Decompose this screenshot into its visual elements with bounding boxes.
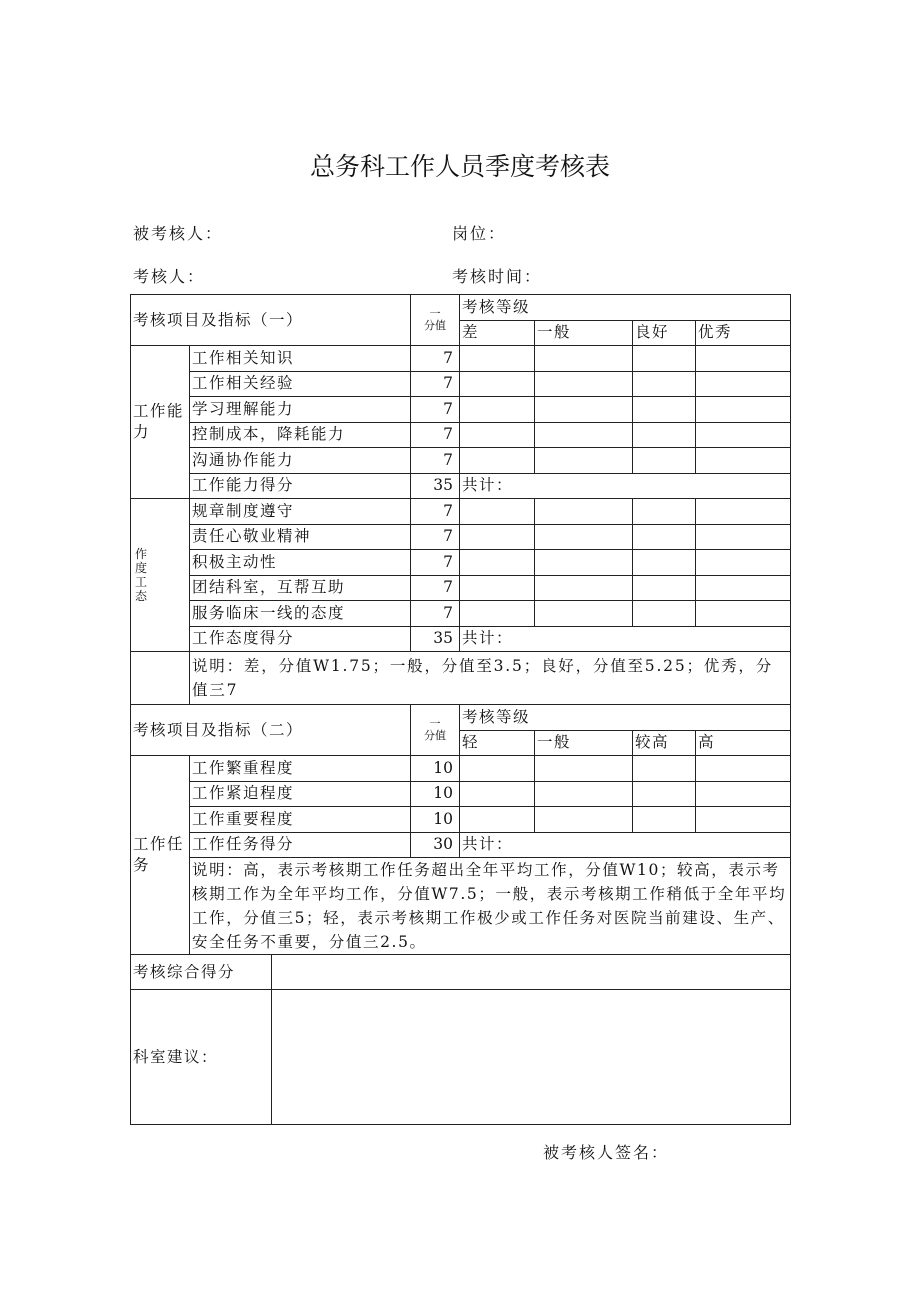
group-work-ability-label: 工作能力 — [131, 346, 190, 499]
item-name: 工作紧迫程度 — [190, 781, 411, 807]
grade-cell[interactable] — [535, 601, 633, 627]
section2-score-mark: 一 — [429, 717, 441, 730]
grade-light: 轻 — [460, 730, 535, 756]
section2-note: 说明：高，表示考核期工作任务超出全年平均工作，分值W10；较高，表示考核期工作为全年平均工作，分值W7.5；一般，表示考核期工作稍低于全年平均工作，分值三5；轻，表示考核期工作极少或工作任务对医院当前建设、生产、安全任务不重要，分值三2.5。 — [190, 858, 791, 955]
grade-cell[interactable] — [535, 422, 633, 448]
grade-cell[interactable] — [696, 807, 791, 833]
grade-cell[interactable] — [535, 575, 633, 601]
total-score-field[interactable] — [272, 955, 791, 990]
grade-cell[interactable] — [460, 371, 535, 397]
suggestion-field[interactable] — [272, 990, 791, 1125]
item-score: 7 — [411, 575, 460, 601]
section1-heading: 考核项目及指标（一） — [131, 295, 411, 346]
grade-cell[interactable] — [535, 524, 633, 550]
item-name: 控制成本，降耗能力 — [190, 422, 411, 448]
grade-cell[interactable] — [696, 448, 791, 474]
signature-label: 被考核人签名： — [543, 1143, 670, 1162]
section1-note: 说明：差，分值W1.75；一般，分值至3.5；良好，分值至5.25；优秀，分值三7 — [190, 652, 791, 705]
grade-cell[interactable] — [696, 575, 791, 601]
group-total-score: 30 — [411, 832, 460, 858]
page-title: 总务科工作人员季度考核表 — [309, 152, 610, 181]
item-name: 学习理解能力 — [190, 397, 411, 423]
grade-cell[interactable] — [633, 499, 696, 525]
grade-cell[interactable] — [633, 448, 696, 474]
group-total-name: 工作任务得分 — [190, 832, 411, 858]
grade-cell[interactable] — [696, 422, 791, 448]
grade-cell[interactable] — [535, 371, 633, 397]
section2-grade-heading: 考核等级 — [460, 705, 791, 731]
grade-cell[interactable] — [460, 601, 535, 627]
grade-cell[interactable] — [696, 756, 791, 782]
grade-cell[interactable] — [696, 781, 791, 807]
total-score-label: 考核综合得分 — [131, 955, 272, 990]
grade-average: 一般 — [535, 730, 633, 756]
grade-cell[interactable] — [696, 397, 791, 423]
item-score: 7 — [411, 448, 460, 474]
item-name: 团结科室，互帮互助 — [190, 575, 411, 601]
grade-higher: 较高 — [633, 730, 696, 756]
grade-poor: 差 — [460, 320, 535, 346]
grade-cell[interactable] — [633, 524, 696, 550]
grade-good: 良好 — [633, 320, 696, 346]
item-score: 7 — [411, 371, 460, 397]
grade-cell[interactable] — [633, 601, 696, 627]
grade-cell[interactable] — [460, 422, 535, 448]
grade-average: 一般 — [535, 320, 633, 346]
grade-cell[interactable] — [460, 550, 535, 576]
grade-cell[interactable] — [535, 346, 633, 372]
note-spacer — [131, 652, 190, 705]
item-name: 责任心敬业精神 — [190, 524, 411, 550]
group-work-attitude-label — [131, 499, 190, 652]
grade-cell[interactable] — [633, 422, 696, 448]
group-total-field[interactable]: 共计： — [460, 626, 791, 652]
assessment-time-label: 考核时间： — [452, 267, 543, 286]
item-name: 工作相关经验 — [190, 371, 411, 397]
item-score: 7 — [411, 524, 460, 550]
group-total-score: 35 — [411, 473, 460, 499]
item-name: 工作重要程度 — [190, 807, 411, 833]
item-name: 服务临床一线的态度 — [190, 601, 411, 627]
grade-cell[interactable] — [535, 499, 633, 525]
grade-cell[interactable] — [633, 575, 696, 601]
grade-cell[interactable] — [460, 756, 535, 782]
grade-cell[interactable] — [696, 346, 791, 372]
grade-cell[interactable] — [633, 397, 696, 423]
grade-cell[interactable] — [696, 524, 791, 550]
assessee-label: 被考核人： — [133, 224, 224, 243]
grade-cell[interactable] — [535, 781, 633, 807]
grade-cell[interactable] — [535, 807, 633, 833]
item-name: 工作相关知识 — [190, 346, 411, 372]
grade-cell[interactable] — [460, 807, 535, 833]
grade-cell[interactable] — [696, 371, 791, 397]
grade-cell[interactable] — [535, 448, 633, 474]
section1-score-label: 分值 — [424, 319, 447, 332]
grade-cell[interactable] — [460, 575, 535, 601]
item-score: 7 — [411, 550, 460, 576]
grade-cell[interactable] — [633, 756, 696, 782]
item-name: 沟通协作能力 — [190, 448, 411, 474]
group-total-score: 35 — [411, 626, 460, 652]
grade-cell[interactable] — [535, 397, 633, 423]
assessment-table — [130, 294, 791, 1125]
grade-high: 高 — [696, 730, 791, 756]
item-score: 7 — [411, 346, 460, 372]
group-total-name: 工作态度得分 — [190, 626, 411, 652]
grade-excellent: 优秀 — [696, 320, 791, 346]
grade-cell[interactable] — [460, 524, 535, 550]
grade-cell[interactable] — [460, 448, 535, 474]
grade-cell[interactable] — [535, 756, 633, 782]
group-total-name: 工作能力得分 — [190, 473, 411, 499]
item-score: 7 — [411, 397, 460, 423]
grade-cell[interactable] — [696, 601, 791, 627]
section2-score-label: 分值 — [424, 729, 447, 742]
grade-cell[interactable] — [633, 371, 696, 397]
item-score: 10 — [411, 781, 460, 807]
section2-heading: 考核项目及指标（二） — [131, 705, 411, 756]
item-score: 7 — [411, 499, 460, 525]
grade-cell[interactable] — [696, 550, 791, 576]
grade-cell[interactable] — [633, 550, 696, 576]
grade-cell[interactable] — [535, 550, 633, 576]
section1-score-mark: 一 — [429, 307, 441, 320]
grade-cell[interactable] — [696, 499, 791, 525]
item-name: 工作繁重程度 — [190, 756, 411, 782]
position-label: 岗位： — [452, 224, 507, 243]
grade-cell[interactable] — [633, 781, 696, 807]
section1-score-header — [411, 295, 460, 346]
group-total-field[interactable]: 共计： — [460, 473, 791, 499]
item-name: 规章制度遵守 — [190, 499, 411, 525]
grade-cell[interactable] — [460, 397, 535, 423]
grade-cell[interactable] — [460, 499, 535, 525]
grade-cell[interactable] — [460, 346, 535, 372]
item-score: 7 — [411, 601, 460, 627]
assessor-label: 考核人： — [133, 267, 206, 286]
suggestion-label: 科室建议： — [131, 990, 272, 1125]
group-total-field[interactable]: 共计： — [460, 832, 791, 858]
group-work-attitude-text: 作度工态 — [135, 547, 149, 603]
grade-cell[interactable] — [633, 807, 696, 833]
section2-score-header — [411, 705, 460, 756]
grade-cell[interactable] — [633, 346, 696, 372]
item-score: 10 — [411, 807, 460, 833]
group-work-task-label: 工作任务 — [131, 756, 190, 955]
item-score: 10 — [411, 756, 460, 782]
section1-grade-heading: 考核等级 — [460, 295, 791, 321]
item-name: 积极主动性 — [190, 550, 411, 576]
grade-cell[interactable] — [460, 781, 535, 807]
item-score: 7 — [411, 422, 460, 448]
